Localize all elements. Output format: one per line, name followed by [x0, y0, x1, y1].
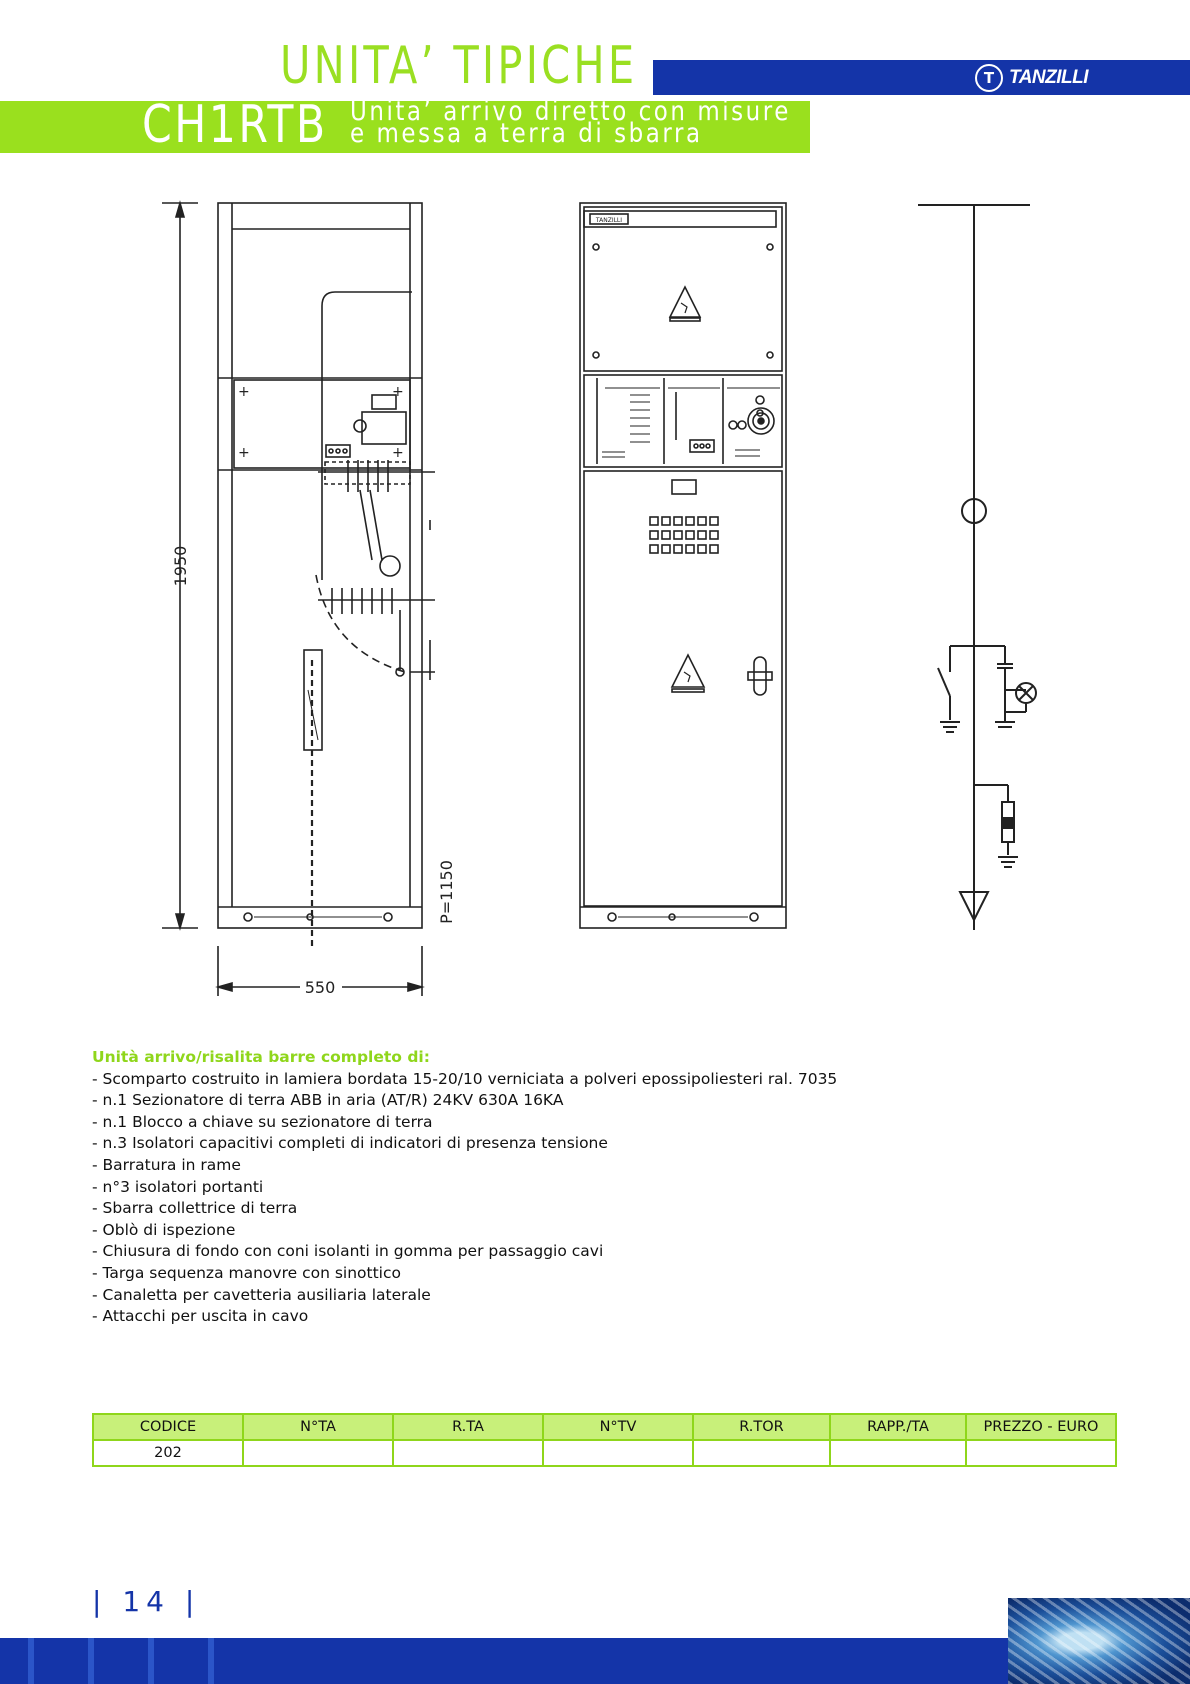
unit-description-line-2: e messa a terra di sbarra	[350, 118, 703, 149]
table-header-row	[93, 1414, 1116, 1440]
spec-item: - Chiusura di fondo con coni isolanti in gomma per passaggio cavi	[92, 1241, 992, 1263]
table-cell-prezzo	[966, 1440, 1116, 1466]
spec-item: - n°3 isolatori portanti	[92, 1177, 992, 1199]
spec-item: - n.1 Sezionatore di terra ABB in aria (AT/R) 24KV 630A 16KA	[92, 1090, 992, 1112]
spec-item: - Targa sequenza manovre con sinottico	[92, 1263, 992, 1285]
single-line-diagram	[918, 205, 1036, 930]
unit-code: CH1RTB	[142, 95, 328, 155]
spec-item: - Canaletta per cavetteria ausiliaria laterale	[92, 1285, 992, 1307]
table-cell-ntv	[543, 1440, 693, 1466]
column-header-prezzo: PREZZO - EURO	[966, 1414, 1116, 1440]
svg-text:+: +	[238, 445, 250, 461]
table-cell-rtor	[693, 1440, 830, 1466]
column-header-ntv: N°TV	[543, 1414, 693, 1440]
depth-dimension-label: P=1150	[437, 860, 456, 924]
unit-description	[350, 96, 791, 149]
spec-item: - Oblò di ispezione	[92, 1220, 992, 1242]
column-header-rta: R.TA	[393, 1414, 543, 1440]
svg-text:+: +	[238, 384, 250, 400]
header-bar	[653, 60, 1190, 95]
section-title: UNITA’ TIPICHE	[280, 36, 638, 96]
spec-list	[92, 1069, 992, 1328]
svg-text:+: +	[392, 445, 404, 461]
cable-image	[1008, 1598, 1190, 1684]
column-header-nta: N°TA	[243, 1414, 393, 1440]
price-table	[92, 1413, 1117, 1467]
column-header-codice: CODICE	[93, 1414, 243, 1440]
technical-drawings	[0, 190, 1190, 1010]
spec-item: - Attacchi per uscita in cavo	[92, 1306, 992, 1328]
spec-item: - n.3 Isolatori capacitivi completi di indicatori di presenza tensione	[92, 1133, 992, 1155]
brand-mark-icon: T	[975, 64, 1003, 92]
column-header-rtor: R.TOR	[693, 1414, 830, 1440]
unit-description-line-1: Unita’ arrivo diretto con misure	[350, 96, 791, 127]
front-view-drawing	[580, 203, 786, 928]
column-header-rapp-ta: RAPP./TA	[830, 1414, 966, 1440]
spec-item: - Scomparto costruito in lamiera bordata 15-20/10 verniciata a polveri epossipoliesteri ral. 7035	[92, 1069, 992, 1091]
footer-stripes	[0, 1638, 250, 1684]
table-cell-rta	[393, 1440, 543, 1466]
brand-name: TANZILLI	[1009, 66, 1089, 88]
spec-heading: Unità arrivo/risalita barre completo di:	[92, 1048, 430, 1066]
spec-item: - n.1 Blocco a chiave su sezionatore di terra	[92, 1112, 992, 1134]
width-dimension-label: 550	[304, 978, 336, 997]
height-dimension-label: 1950	[171, 545, 190, 587]
inspection-window	[650, 517, 718, 553]
table-row	[93, 1440, 1116, 1466]
page-number-value: 14	[122, 1585, 170, 1618]
side-view-drawing	[162, 203, 456, 997]
spec-item: - Sbarra collettrice di terra	[92, 1198, 992, 1220]
spec-item: - Barratura in rame	[92, 1155, 992, 1177]
table-cell-codice: 202	[93, 1440, 243, 1466]
table-cell-rapp-ta	[830, 1440, 966, 1466]
specification	[92, 1047, 992, 1328]
page-number: | 14 |	[92, 1585, 201, 1618]
svg-text:+: +	[392, 384, 404, 400]
svg-text:TANZILLI: TANZILLI	[595, 217, 623, 224]
brand-logo	[975, 62, 1088, 93]
table-cell-nta	[243, 1440, 393, 1466]
